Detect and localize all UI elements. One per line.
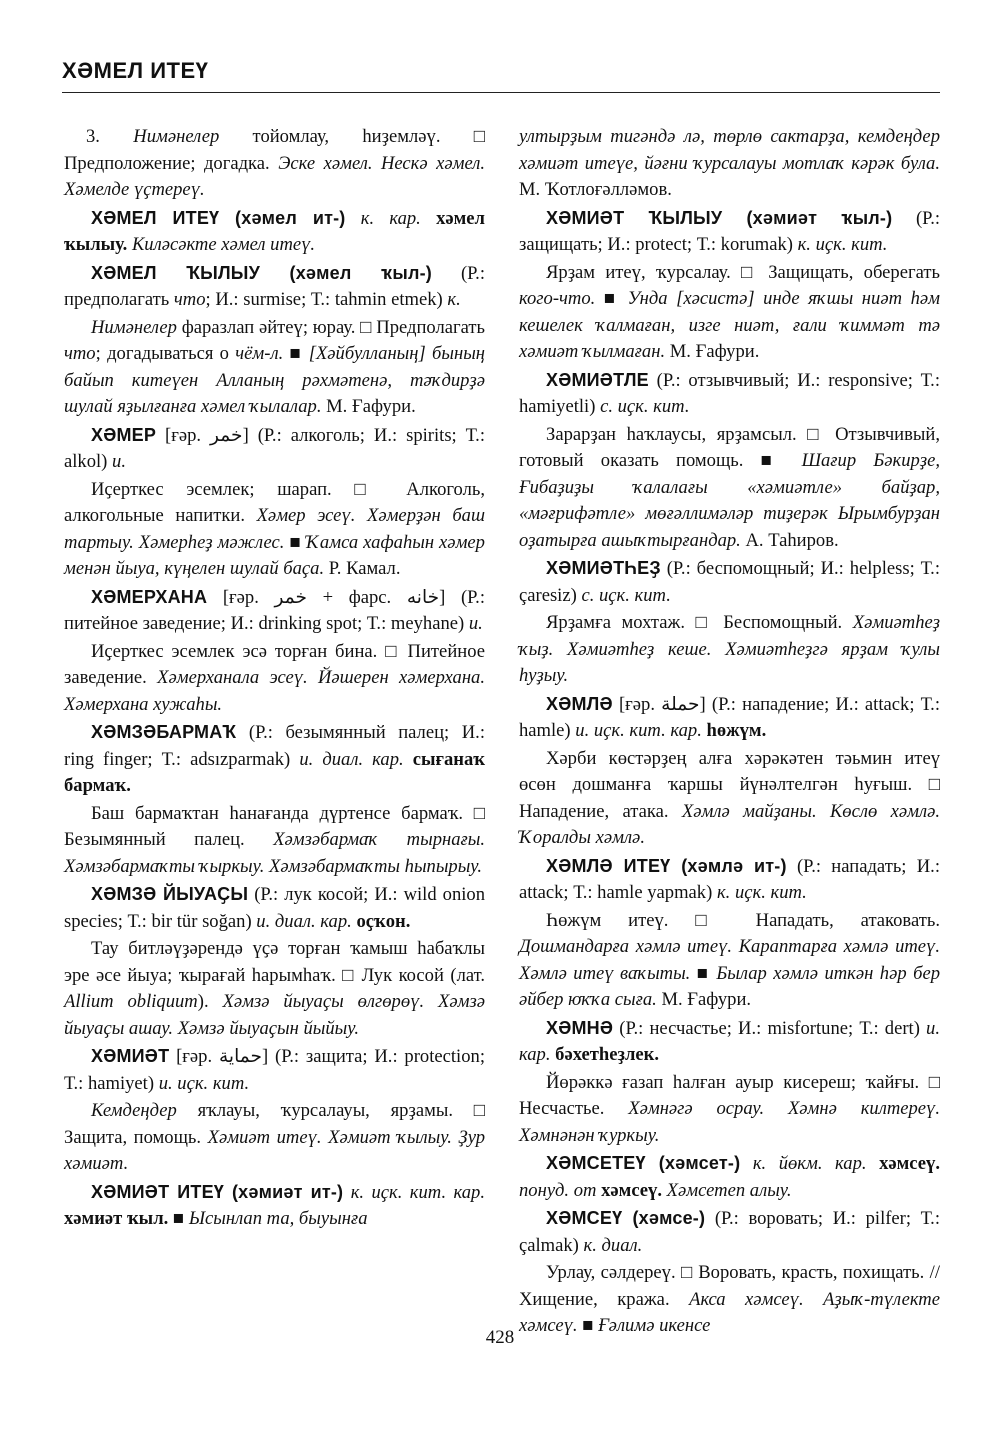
- entry-paragraph: ХӘМЗӘ ЙЫУАҪЫ (Р.: лук косой; И.: wild onion species; Т.: bir tür soğan) и. диал. кар. оҫҡон.: [64, 884, 485, 932]
- entry-paragraph: Ярҙамға мохтаж. □ Беспомощный. Хәмиәтһеҙ ҡыҙ. Хәмиәтһеҙ кеше. Хәмиәтһеҙгә ярҙам ҡулы һуҙыу.: [519, 612, 940, 686]
- entry-paragraph: Тау битләүҙәрендә үҫә торған ҡамыш һабаҡлы эре әсе йыуа; ҡырағай һарымһаҡ. □ Лук косой (лат. Allium obliquum). Хәмзә йыуаҫы өлгөрөү. Хәмзә йыуаҫы ашау. Хәмзә йыуаҫын йыйыу.: [64, 938, 485, 1039]
- entry-paragraph: Нимәнелер фаразлап әйтеү; юрау. □ Предполагать что; догадываться о чём-л. ■ [Хәйбулланың] бының байып китеүен Алланың рәхмәтенә, тәҡдирҙә шулай яҙылғанға хәмел ҡылалар. М. Ғафури.: [64, 316, 486, 417]
- entry-paragraph: ХӘМИӘТ [ғәр. حماية] (Р.: защита; И.: protection; Т.: hamiyet) и. иҫк. кит.: [64, 1046, 485, 1094]
- entry-paragraph: Йөрәккә ғазап һалған ауыр кисереш; ҡайғы. □ Несчастье. Хәмнәгә осрау. Хәмнә килтереү. Хәмнәнән ҡуркыу.: [519, 1071, 940, 1146]
- entry-paragraph: ултырҙым тигәндә лә, төрлө сактарҙа, кемдеңдер хәмиәт итеүе, йәғни ҡурсалауы мотлаҡ кәрәк була. М. Ҡотлоғәлләмов.: [519, 126, 940, 200]
- left-column: [64, 124, 485, 1233]
- entry-paragraph: ХӘМИӘТ ИТЕҮ (хәмиәт ит-) к. иҫк. кит. кар. хәмиәт ҡыл. ■ Ысынлап та, быуынға: [64, 1181, 486, 1229]
- entry-paragraph: ХӘМНӘ (Р.: несчастье; И.: misfortune; Т.: dert) и. кар. бәхетһеҙлек.: [519, 1017, 940, 1065]
- entry-paragraph: ХӘМИӘТҺЕҘ (Р.: беспомощный; И.: helpless; Т.: çaresiz) с. иҫк. кит.: [519, 558, 940, 606]
- entry-paragraph: ХӘМЛӘ ИТЕҮ (хәмлә ит-) (Р.: нападать; И.: attack; Т.: hamle yapmak) к. иҫк. кит.: [519, 855, 940, 903]
- entry-paragraph: ХӘМЕЛ ИТЕҮ (хәмел ит-) к. кар. хәмел ҡылыу. Киләсәкте хәмел итеү.: [64, 207, 485, 255]
- entry-paragraph: Зарарҙан һаҡлаусы, ярҙамсыл. □ Отзывчивый, готовый оказать помощь. ■ Шағир Бәкирҙе, Ғибаҙиҙы ҡалалағы «хәмиәтле» байҙар, «мәғрифәтле» мөғәллимәләр тиҙерәк Ырымбурҙан оҙатырға ашыҡтырғандар. А. Таһиров.: [519, 423, 940, 551]
- entry-paragraph: ХӘМЕР [ғәр. خمر] (Р.: алкоголь; И.: spirits; Т.: alkol) и.: [64, 424, 485, 472]
- entry-paragraph: ХӘМЕЛ ҠЫЛЫУ (хәмел ҡыл-) (Р.: предполагать что; И.: surmise; Т.: tahmin etmek) к.: [64, 262, 485, 310]
- entry-paragraph: Баш бармаҡтан һанағанда дүртенсе бармаҡ. □ Безымянный палец. Хәмзәбармаҡ тырнағы. Хәмзәбармаҡты ҡыркыу. Хәмзәбармаҡты һыпырыу.: [64, 802, 486, 877]
- entry-paragraph: ХӘМЛӘ [ғәр. حملة] (Р.: нападение; И.: attack; Т.: hamle) и. иҫк. кит. кар. һөжүм.: [519, 693, 940, 741]
- right-column: [519, 124, 940, 1340]
- entry-paragraph: ХӘМИӘТ ҠЫЛЫУ (хәмиәт ҡыл-) (Р.: защищать; И.: protect; Т.: korumak) к. иҫк. кит.: [519, 207, 941, 255]
- entry-paragraph: Һөжүм итеү. □ Нападать, атаковать. Дошмандарға хәмлә итеү. Караптарға хәмлә итеү. Хәмлә итеү ваҡыты. ■ Былар хәмлә иткән һәр бер әйбер юҡҡа сыға. М. Ғафури.: [519, 909, 941, 1010]
- entry-paragraph: ХӘМСЕҮ (хәмсе-) (Р.: воровать; И.: pilfer; Т.: çalmak) к. диал.: [519, 1208, 940, 1256]
- entry-paragraph: 3. Нимәнелер тойомлау, һиҙемләү. □ Предположение; догадка. Эске хәмел. Нескә хәмел. Хәмелде үҫтереү.: [64, 126, 486, 200]
- running-header: ХӘМЕЛ ИТЕҮ: [62, 58, 209, 83]
- entry-paragraph: Иҫерткес эсемлек; шарап. □ Алкоголь, алкогольные напитки. Хәмер эсеү. Хәмерҙән баш тартыу. Хәмерһеҙ мәжлес. ■ Ҡамса хафаһын хәмер менән йыуа, күңелен шулай баҫа. Р. Камал.: [64, 478, 486, 579]
- entry-paragraph: ХӘМИӘТЛЕ (Р.: отзывчивый; И.: responsive; Т.: hamiyetli) с. иҫк. кит.: [519, 369, 940, 417]
- entry-paragraph: Ярҙам итеү, ҡурсалау. □ Защищать, оберегать кого-что. ■ Унда [хәсистә] инде яҡшы ниәт һәм кешелек ҡалмаған, изге ниәт, ғали ҡиммәт тә хәмиәт ҡылмаған. М. Ғафури.: [519, 261, 941, 362]
- entry-paragraph: ХӘМЗӘБАРМАҠ (Р.: безымянный палец; И.: ring finger; Т.: adsızparmak) и. диал. кар. сығанаҡ бармаҡ.: [64, 722, 485, 796]
- entry-paragraph: Иҫерткес эсемлек эсә торған бина. □ Питейное заведение. Хәмерханала эсеү. Йәшерен хәмерхана. Хәмерхана хужаһы.: [64, 640, 485, 715]
- entry-paragraph: Кемдеңдер яҡлауы, ҡурсалауы, ярҙамы. □ Защита, помощь. Хәмиәт итеү. Хәмиәт ҡылыу. Ҙур хәмиәт.: [64, 1100, 485, 1174]
- header-rule: [62, 92, 940, 93]
- entry-paragraph: ХӘМЕРХАНА [ғәр. خمر + фарс. خانه] (Р.: питейное заведение; И.: drinking spot; Т.: meyhane) и.: [64, 586, 485, 634]
- page-number: 428: [485, 1327, 515, 1348]
- entry-paragraph: Урлау, сәлдереү. □ Воровать, красть, похищать. // Хищение, кража. Акса хәмсеү. Аҙыҡ-түлекте хәмсеү. ■ Ғәлимә икенсе: [519, 1262, 940, 1336]
- entry-paragraph: Хәрби көстәрҙең алға хәрәкәтен тәьмин итеү өсөн дошманға ҡаршы йүнәлтелгән һуғыш. □ Нападение, атака. Хәмлә майҙаны. Көслө хәмлә. Ҡоралды хәмлә.: [519, 747, 941, 848]
- entry-paragraph: ХӘМСЕТЕҮ (хәмсет-) к. йөкм. кар. хәмсеү. понуд. от хәмсеү. Хәмсетеп алыу.: [519, 1153, 940, 1201]
